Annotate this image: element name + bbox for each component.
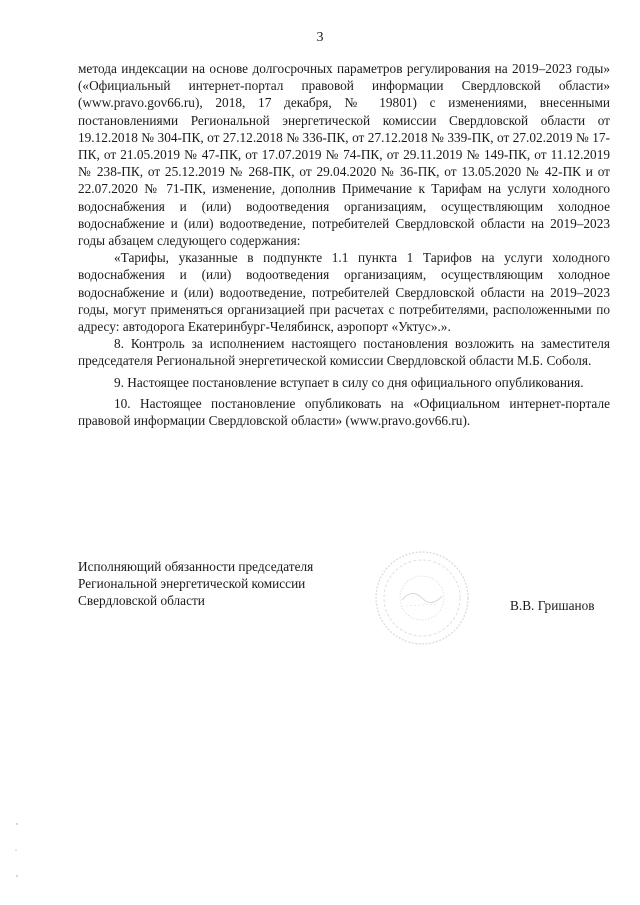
signature-position-line: Свердловской области (78, 593, 205, 609)
signature-position-line: Исполняющий обязанности председателя (78, 559, 314, 574)
signatory-name: В.В. Гришанов (510, 598, 595, 613)
page-number: 3 (316, 30, 324, 45)
signature-position (78, 558, 313, 610)
paragraph-item-9: 9. Настоящее постановление вступает в силу со дня официального опубликования. (114, 374, 584, 390)
paragraph-continuation: метода индексации на основе долгосрочных параметров регулирования на 2019–2023 годы» («Официальный интернет-портал правовой информации Свердловской области» (www.pravo.gov66.ru), 2018, 17 декабря, № 19801) с изменениями, внесенными постановлениями Региональной энергетической комиссии Свердловской области от 19.12.2018 № 304-ПК, от 27.12.2018 № 336-ПК, от 27.12.2018 № 339-ПК, от 27.02.2019 № 17-ПК, от 21.05.2019 № 47-ПК, от 17.07.2019 № 74-ПК, от 29.11.2019 № 149-ПК, от 11.12.2019 № 238-ПК, от 25.12.2019 № 268-ПК, от 29.04.2020 № 36-ПК, от 13.05.2020 № 42-ПК и от 22.07.2020 № 71-ПК, изменение, дополнив Примечание к Тарифам на услуги холодного водоснабжения и (или) водоотведения организациям, осуществляющим холодное водоснабжение и (или) водоотведение, потребителей Свердловской области на 2019–2023 годы абзацем следующего содержания: (78, 61, 610, 249)
paragraph-item-8: 8. Контроль за исполнением настоящего постановления возложить на заместителя председателя Региональной энергетической комиссии Свердловской области М.Б. Соболя. (78, 336, 610, 369)
signature-position-line: Региональной энергетической комиссии (78, 576, 306, 592)
scan-artifact-specks (14, 820, 20, 880)
official-seal-stamp (372, 548, 472, 648)
paragraph-quoted-addition: «Тарифы, указанные в подпункте 1.1 пункта 1 Тарифов на услуги холодного водоснабжения и (или) водоотведения организациям, осуществляющим холодное водоснабжение и (или) водоотведение, потребителей Свердловской области на 2019–2023 годы, могут применяться организацией при расчетах с потребителями, расположенными по адресу: автодорога Екатеринбург-Челябинск, аэропорт «Уктус».». (78, 250, 610, 335)
document-body (78, 60, 610, 429)
paragraph-item-10: 10. Настоящее постановление опубликовать на «Официальном интернет-портале правовой информации Свердловской области» (www.pravo.gov66.ru). (78, 395, 610, 429)
